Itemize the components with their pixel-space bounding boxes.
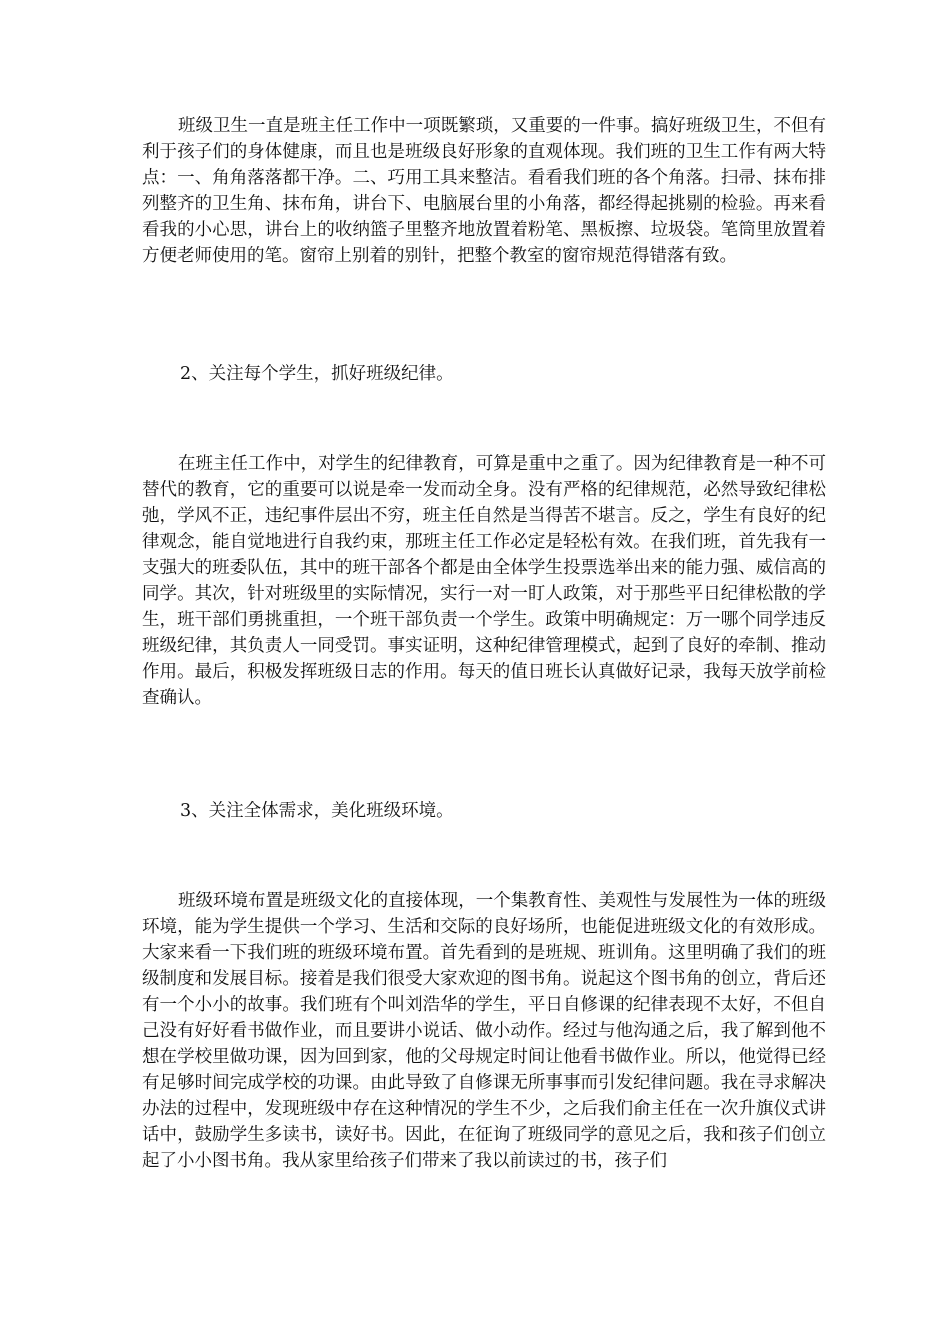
section-heading-environment: 3、关注全体需求，美化班级环境。 bbox=[180, 801, 454, 821]
paragraph-environment: 班级环境布置是班级文化的直接体现，一个集教育性、美观性与发展性为一体的班级环境，能为学生提供一个学习、生活和交际的良好场所，也能促进班级文化的有效形成。大家来看一下我们班的班级环境布置。首先看到的是班规、班训角。这里明确了我们的班级制度和发展目标。接着是我们很受大家欢迎的图书角。说起这个图书角的创立，背后还有一个小小的故事。我们班有个叫刘浩华的学生，平日自修课的纪律表现不太好，不但自己没有好好看书做作业，而且要讲小说话、做小动作。经过与他沟通之后，我了解到他不想在学校里做功课，因为回到家，他的父母规定时间让他看书做作业。所以，他觉得已经有足够时间完成学校的功课。由此导致了自修课无所事事而引发纪律问题。我在寻求解决办法的过程中，发现班级中存在这种情况的学生不少，之后我们俞主任在一次升旗仪式讲话中，鼓励学生多读书，读好书。因此，在征询了班级同学的意见之后，我和孩子们创立起了小小图书角。我从家里给孩子们带来了我以前读过的书，孩子们 bbox=[142, 891, 826, 1171]
paragraph-classroom-hygiene: 班级卫生一直是班主任工作中一项既繁琐，又重要的一件事。搞好班级卫生，不但有利于孩子们的身体健康，而且也是班级良好形象的直观体现。我们班的卫生工作有两大特点：一、角角落落都干净。二、巧用工具来整洁。看看我们班的各个角落。扫帚、抹布排列整齐的卫生角、抹布角，讲台下、电脑展台里的小角落，都经得起挑剔的检验。再来看看我的小心思，讲台上的收纳篮子里整齐地放置着粉笔、黑板擦、垃圾袋。笔筒里放置着方便老师使用的笔。窗帘上别着的别针，把整个教室的窗帘规范得错落有致。 bbox=[142, 116, 826, 266]
section-heading-discipline: 2、关注每个学生，抓好班级纪律。 bbox=[180, 364, 454, 384]
paragraph-discipline: 在班主任工作中，对学生的纪律教育，可算是重中之重了。因为纪律教育是一种不可替代的教育，它的重要可以说是牵一发而动全身。没有严格的纪律规范，必然导致纪律松弛，学风不正，违纪事件层出不穷，班主任自然是当得苦不堪言。反之，学生有良好的纪律观念，能自觉地进行自我约束，那班主任工作必定是轻松有效。在我们班，首先我有一支强大的班委队伍，其中的班干部各个都是由全体学生投票选举出来的能力强、威信高的同学。其次，针对班级里的实际情况，实行一对一盯人政策，对于那些平日纪律松散的学生，班干部们勇挑重担，一个班干部负责一个学生。政策中明确规定：万一哪个同学违反班级纪律，其负责人一同受罚。事实证明，这种纪律管理模式，起到了良好的牵制、推动作用。最后，积极发挥班级日志的作用。每天的值日班长认真做好记录，我每天放学前检查确认。 bbox=[142, 454, 826, 708]
